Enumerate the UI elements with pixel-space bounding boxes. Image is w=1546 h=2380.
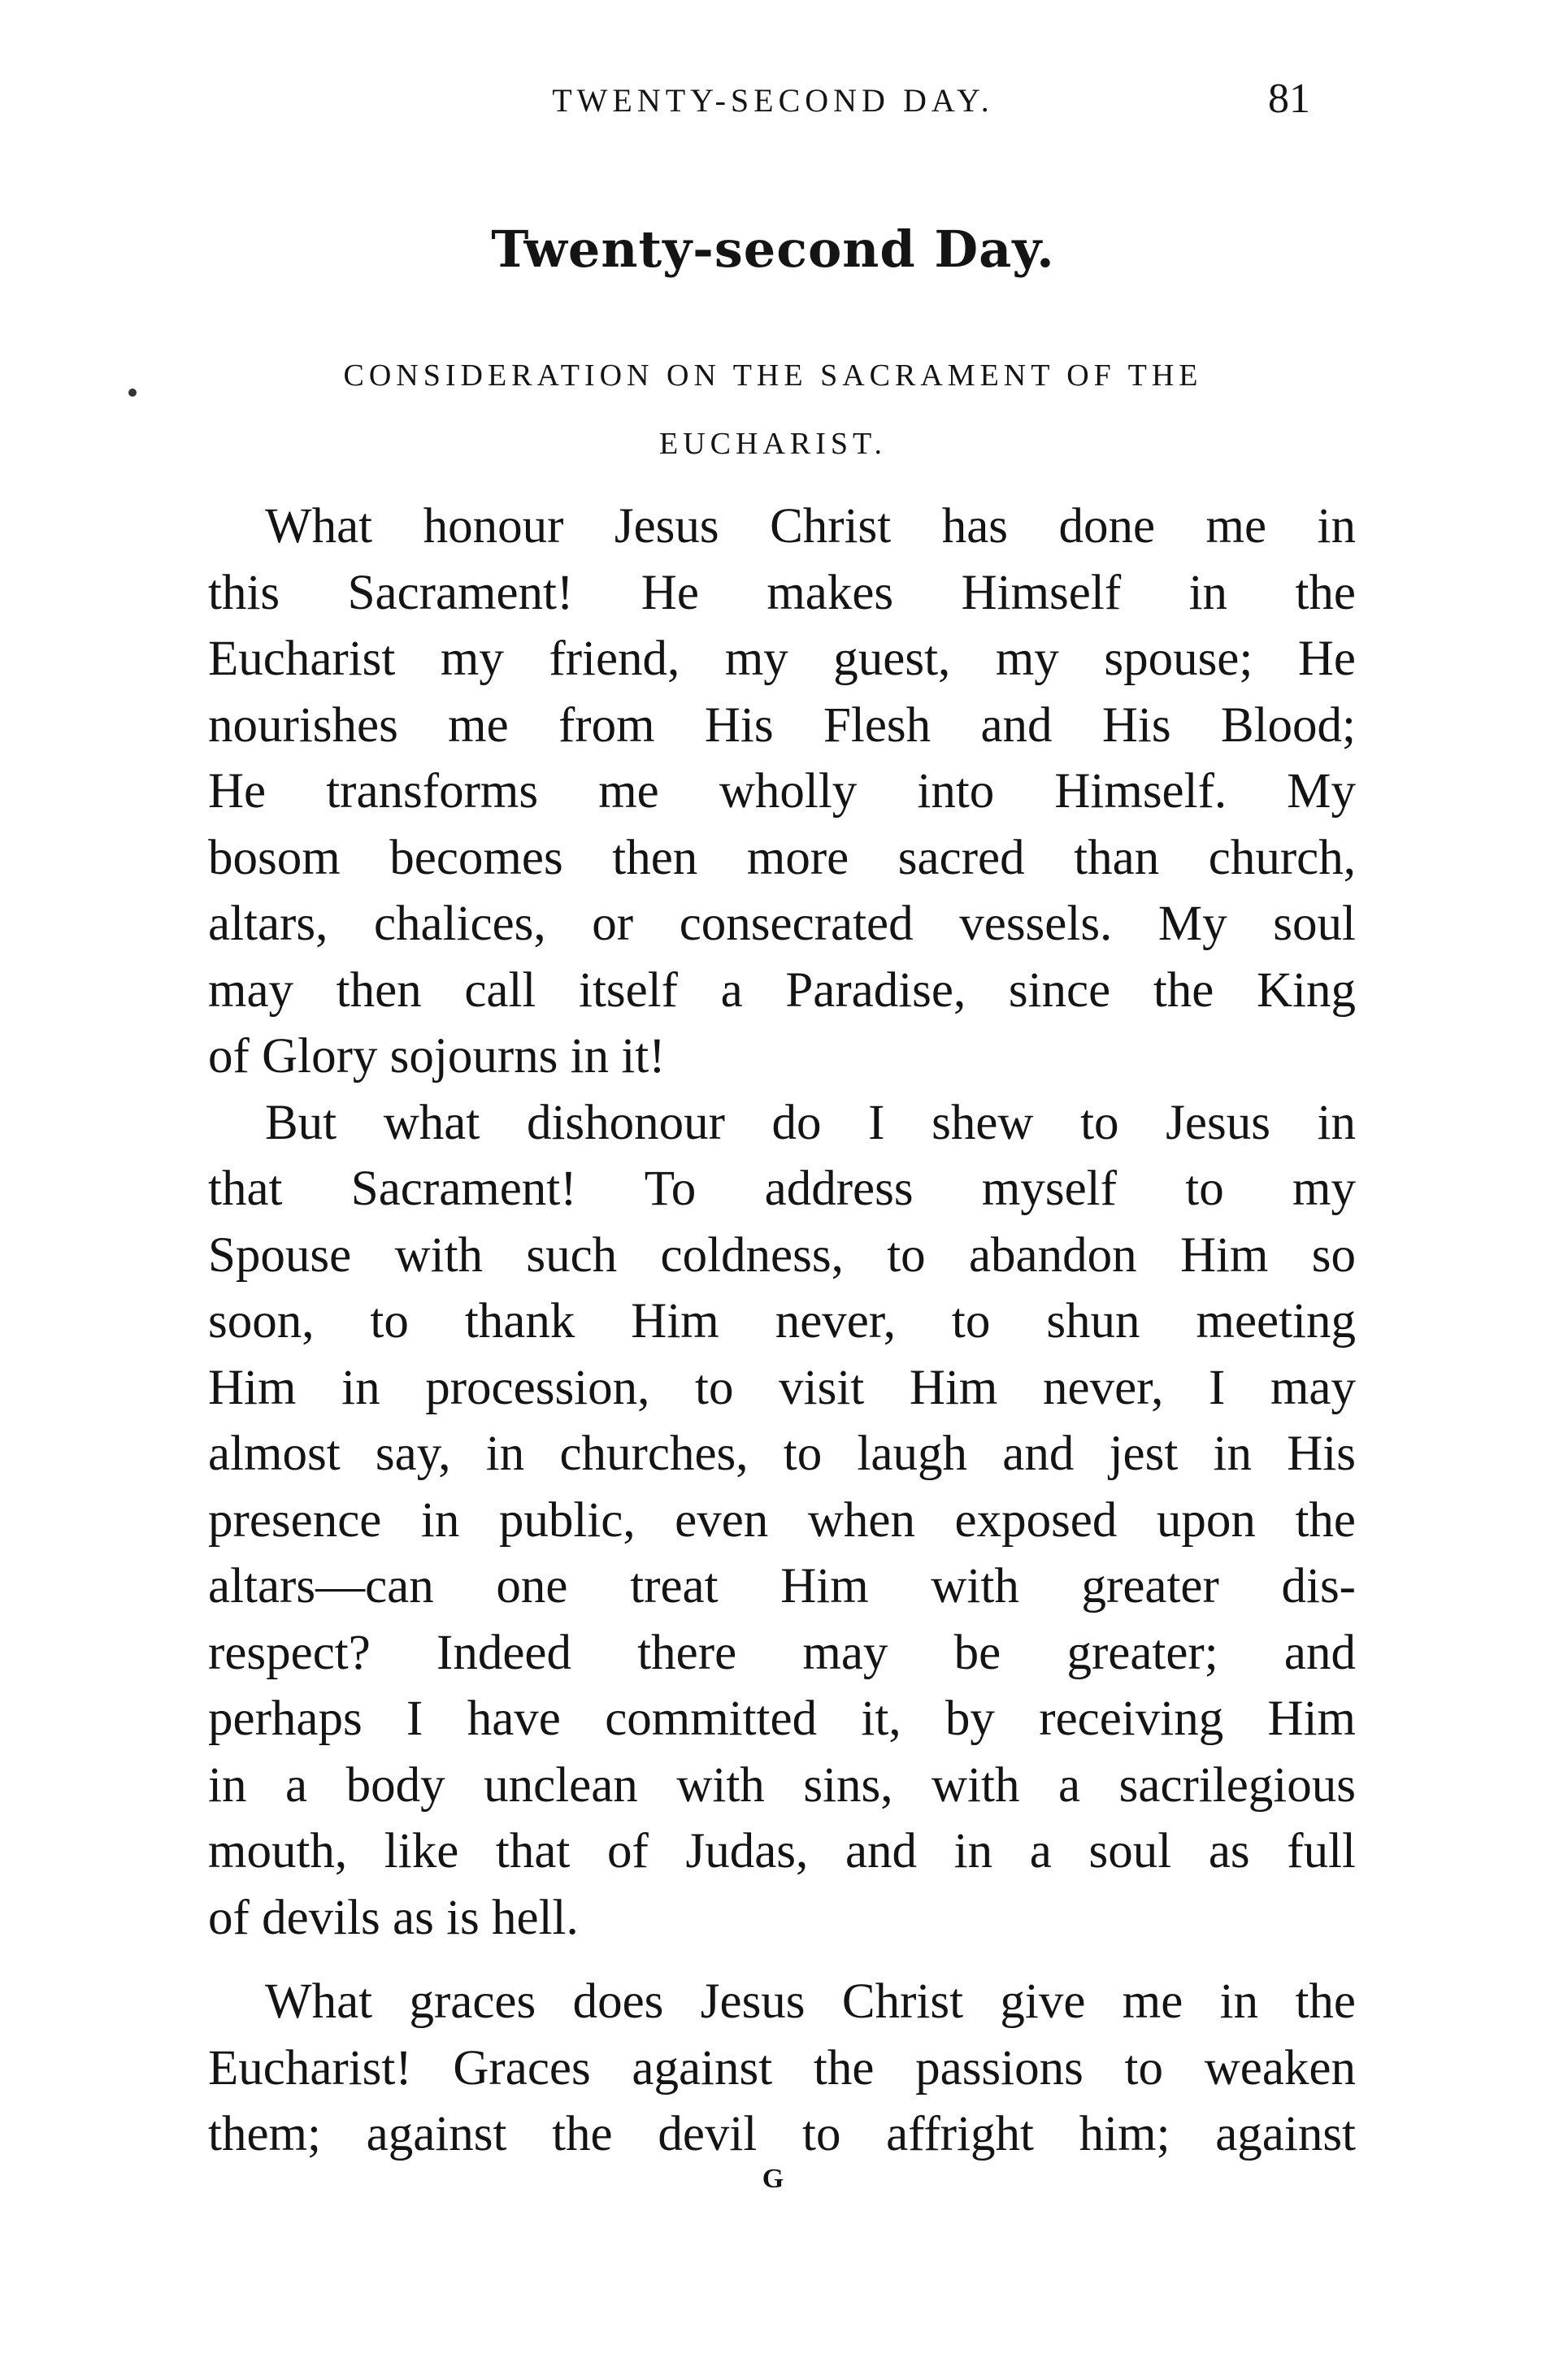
text-line: presence in public, even when exposed upon the — [208, 1492, 1356, 1548]
text-line: bosom becomes then more sacred than church, — [208, 830, 1356, 885]
text-line: perhaps I have committed it, by receiving Him — [208, 1692, 1356, 1746]
text-line: nourishes me from His Flesh and His Blood; — [208, 697, 1356, 753]
text-line: He transforms me wholly into Himself. My — [208, 764, 1356, 819]
day-heading: Twenty-second Day. — [491, 219, 1055, 279]
subheading-line-2: EUCHARIST. — [659, 427, 887, 461]
text-line: in a body unclean with sins, with a sacrilegious — [208, 1757, 1356, 1813]
text-line: Him in procession, to visit Him never, I may — [208, 1360, 1356, 1415]
page-number: 81 — [1268, 76, 1310, 122]
text-line: respect? Indeed there may be greater; and — [208, 1625, 1356, 1680]
text-line: What honour Jesus Christ has done me in — [265, 499, 1356, 554]
running-head — [0, 75, 1546, 124]
text-line: them; against the devil to affright him; against — [208, 2107, 1356, 2161]
text-line: Spouse with such coldness, to abandon Him so — [208, 1227, 1356, 1283]
text-line: of devils as is hell. — [208, 1890, 579, 1945]
text-line: Eucharist my friend, my guest, my spouse; He — [208, 632, 1356, 686]
text-line: What graces does Jesus Christ give me in the — [265, 1974, 1356, 2029]
section-subheading — [0, 341, 1546, 478]
text-line: But what dishonour do I shew to Jesus in — [265, 1095, 1356, 1150]
text-line: altars, chalices, or consecrated vessels. My soul — [208, 897, 1356, 951]
text-line: Eucharist! Graces against the passions to weaken — [208, 2040, 1356, 2096]
text-line: that Sacrament! To address myself to my — [208, 1162, 1356, 1216]
text-line: this Sacrament! He makes Himself in the — [208, 565, 1356, 620]
text-line: of Glory sojourns in it! — [208, 1029, 666, 1084]
body-text — [208, 493, 1356, 2168]
text-line: mouth, like that of Judas, and in a soul as full — [208, 1824, 1356, 1878]
text-line: soon, to thank Him never, to shun meeting — [208, 1294, 1356, 1349]
text-line: may then call itself a Paradise, since the King — [208, 962, 1356, 1018]
text-line: almost say, in churches, to laugh and jest in His — [208, 1427, 1356, 1481]
signature-mark: G — [762, 2164, 784, 2194]
text-line: altars—can one treat Him with greater dis- — [208, 1559, 1356, 1613]
running-title: TWENTY-SECOND DAY. — [552, 82, 994, 119]
paragraph-gap — [208, 1951, 1356, 1969]
subheading-line-1: CONSIDERATION ON THE SACRAMENT OF THE — [343, 358, 1203, 393]
